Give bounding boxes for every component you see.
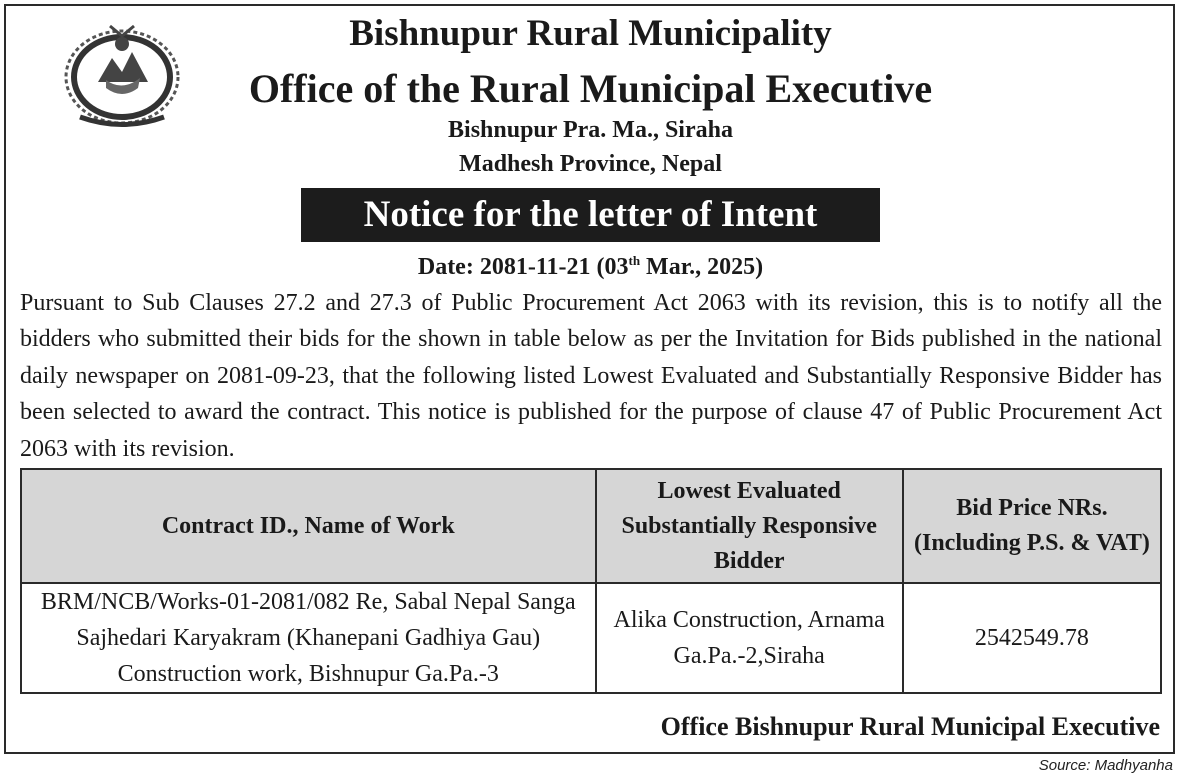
notice-title-banner: Notice for the letter of Intent bbox=[301, 188, 880, 242]
table-header-row bbox=[21, 469, 1161, 583]
province-country: Madhesh Province, Nepal bbox=[459, 151, 722, 177]
header-contract-work: Contract ID., Name of Work bbox=[21, 469, 596, 583]
issuer-signature: Office Bishnupur Rural Municipal Executive bbox=[660, 712, 1160, 741]
header-bid-price: Bid Price NRs. (Including P.S. & VAT) bbox=[903, 469, 1161, 583]
notice-body-paragraph: Pursuant to Sub Clauses 27.2 and 27.3 of Public Procurement Act 2063 with its revision, this is to notify all the bidders who submitted their bids for the shown in table below as per the Invitation for Bids published in the national daily newspaper on 2081-09-23, that the following listed Lowest Evaluated and Substantially Responsive Bidder has been selected to award the contract. This notice is published for the purpose of clause 47 of Public Procurement Act 2063 with its revision. bbox=[20, 290, 1162, 462]
municipality-name: Bishnupur Rural Municipality bbox=[349, 13, 832, 54]
date-prefix: Date: 2081-11-21 (03 bbox=[417, 254, 629, 280]
notice-date bbox=[0, 253, 1181, 281]
award-table bbox=[20, 468, 1162, 694]
header-bidder: Lowest Evaluated Substantially Responsive Bidder bbox=[596, 469, 903, 583]
source-credit: Source: Madhyanha bbox=[1038, 757, 1173, 774]
office-name: Office of the Rural Municipal Executive bbox=[248, 66, 933, 111]
cell-bid-price: 2542549.78 bbox=[903, 583, 1161, 693]
cell-bidder: Alika Construction, Arnama Ga.Pa.-2,Siraha bbox=[596, 583, 903, 693]
date-suffix: Mar., 2025) bbox=[640, 254, 764, 280]
cell-contract-work: BRM/NCB/Works-01-2081/082 Re, Sabal Nepal Sanga Sajhedari Karyakram (Khanepani Gadhiya Gau) Construction work, Bishnupur Ga.Pa.-3 bbox=[21, 583, 596, 693]
table-row bbox=[21, 583, 1161, 693]
date-ordinal: th bbox=[628, 253, 641, 268]
office-address: Bishnupur Pra. Ma., Siraha bbox=[448, 117, 733, 143]
